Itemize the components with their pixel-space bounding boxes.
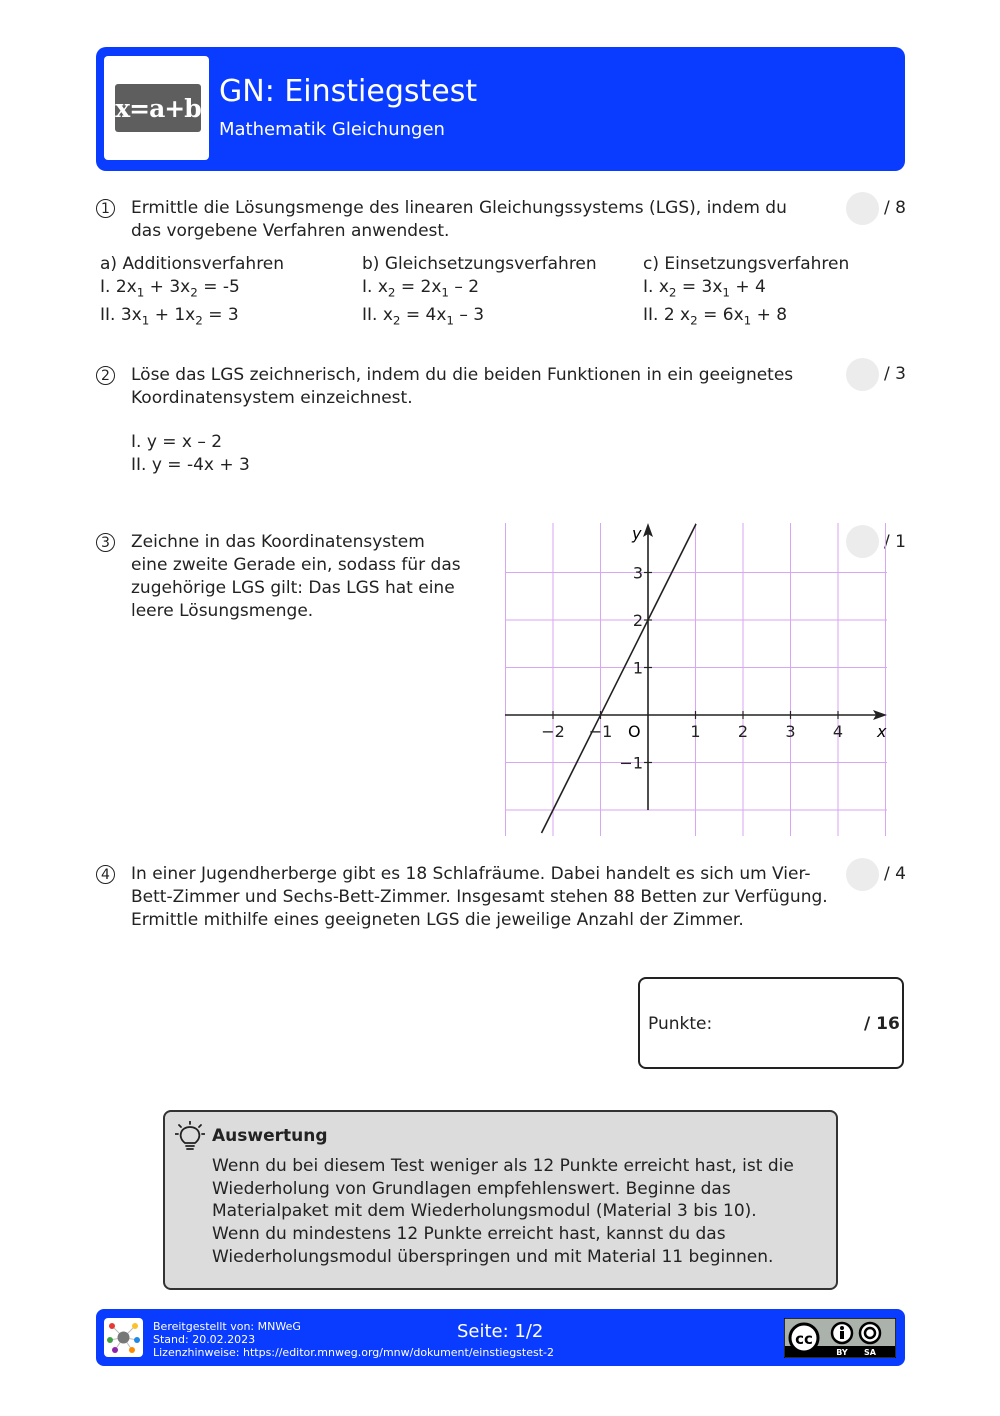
y-tick-label: 3 — [632, 563, 643, 583]
grid — [505, 523, 887, 836]
method-label: a) Additionsverfahren — [100, 254, 285, 274]
y-tick-label: 2 — [632, 611, 643, 630]
question-text: In einer Jugendherberge gibt es 18 Schlafräume. Dabei handelt es sich um Vier-Bett-Zimmer und Sechs-Bett-Zimmer. Insgesamt stehen 88 Betten zur Verfügung. Ermittle mithilfe eines geeigneten LGS die jeweilige Anzahl der Zimmer. — [131, 864, 828, 930]
origin-label: O — [628, 722, 641, 741]
page-subtitle: Mathematik Gleichungen — [219, 119, 445, 140]
method-label: b) Gleichsetzungsverfahren — [362, 254, 597, 274]
question-number: 1 — [96, 199, 115, 218]
function-line — [542, 524, 697, 833]
question-number: 3 — [96, 533, 115, 552]
score-field[interactable] — [846, 192, 879, 225]
x-tick-label: 1 — [690, 722, 701, 741]
cc-sa-label: SA — [864, 1348, 876, 1357]
cc-by-sa-icon — [784, 1318, 896, 1358]
evaluation-line: Wiederholungsmodul überspringen und mit Material 11 beginnen. — [212, 1246, 774, 1267]
footer-provided: Bereitgestellt von: MNWeG — [153, 1320, 301, 1333]
points-label: Punkte: — [648, 1014, 713, 1034]
score-max: / 4 — [884, 864, 906, 884]
lightbulb-icon — [175, 1121, 205, 1153]
equation-2: II. $x_2 = 4x_1 - 3$ — [362, 305, 485, 328]
evaluation-line: Wenn du bei diesem Test weniger als 12 Punkte erreicht hast, ist die — [212, 1156, 794, 1176]
evaluation-line: Wiederholung von Grundlagen empfehlenswert. Beginne das — [212, 1178, 731, 1199]
equation-system — [131, 431, 250, 477]
mnweg-logo-icon — [104, 1318, 143, 1357]
score-field[interactable] — [846, 858, 879, 891]
x-tick-label: 2 — [737, 722, 749, 741]
method-column-c — [643, 253, 849, 333]
question-number: 2 — [96, 366, 115, 385]
cc-by-label: BY — [836, 1348, 848, 1357]
function-line-segment — [542, 524, 697, 833]
equation-1: I. $x_2 = 3x_1 + 4$ — [643, 277, 766, 300]
y-axis-label: y — [632, 524, 642, 543]
points-total: / 16 — [864, 1014, 900, 1034]
footer-license-link[interactable]: Lizenzhinweise: https://editor.mnweg.org/mnw/dokument/einstiegstest-2 — [153, 1346, 555, 1359]
score-max: / 8 — [884, 198, 906, 218]
method-column-b — [362, 253, 597, 333]
equation-1: I. y = x – 2 — [131, 432, 223, 452]
evaluation-line: Materialpaket mit dem Wiederholungsmodul (Material 3 bis 10). — [212, 1201, 757, 1222]
footer-date: Stand: 20.02.2023 — [153, 1333, 256, 1346]
y-tick-label: 1 — [632, 658, 643, 678]
question-text: Ermittle die Lösungsmenge des linearen Gleichungssystems (LGS), indem du das vorgebene Verfahren anwendest. — [131, 198, 787, 241]
evaluation-text — [212, 1155, 794, 1269]
x-tick-label: −2 — [541, 722, 565, 741]
coordinate-system[interactable] — [495, 518, 895, 838]
question-text: Löse das LGS zeichnerisch, indem du die beiden Funktionen in ein geeignetes Koordinatensystem einzeichnest. — [131, 365, 794, 408]
equation-1: I. $2x_1 + 3x_2 = -5$ — [100, 277, 240, 300]
score-max: / 3 — [884, 364, 906, 384]
method-column-a — [100, 253, 284, 333]
x-axis-label: x — [877, 722, 887, 741]
score-field[interactable] — [846, 358, 879, 391]
y-tick-label: −1 — [619, 753, 643, 773]
x-tick-label: 3 — [785, 722, 796, 741]
logo: x=a+b — [115, 84, 201, 132]
svg-text:cc: cc — [795, 1330, 813, 1348]
page-number: Seite: 1/2 — [457, 1321, 544, 1342]
method-label: c) Einsetzungsverfahren — [643, 254, 850, 274]
header-bar — [96, 47, 905, 171]
x-tick-label: −1 — [588, 722, 613, 741]
evaluation-title: Auswertung — [212, 1126, 328, 1146]
x-tick-label: 4 — [832, 722, 844, 741]
equation-1: I. $x_2 = 2x_1 - 2$ — [362, 277, 480, 300]
question-number: 4 — [96, 865, 115, 884]
question-text: Zeichne in das Koordinatensystem eine zweite Gerade ein, sodass für das zugehörige LGS gilt: Das LGS hat eine leere Lösungsmenge. — [131, 532, 461, 621]
equation-2: II. y = -4x + 3 — [131, 455, 250, 475]
score-max: / 1 — [884, 532, 906, 552]
equation-2: II. 2 $x_2 = 6x_1 + 8$ — [643, 305, 788, 328]
equation-2: II. $3x_1 + 1x_2 = 3$ — [100, 305, 239, 328]
evaluation-line: Wenn du mindestens 12 Punkte erreicht hast, kannst du das — [212, 1224, 726, 1245]
page-title: GN: Einstiegstest — [219, 74, 478, 109]
